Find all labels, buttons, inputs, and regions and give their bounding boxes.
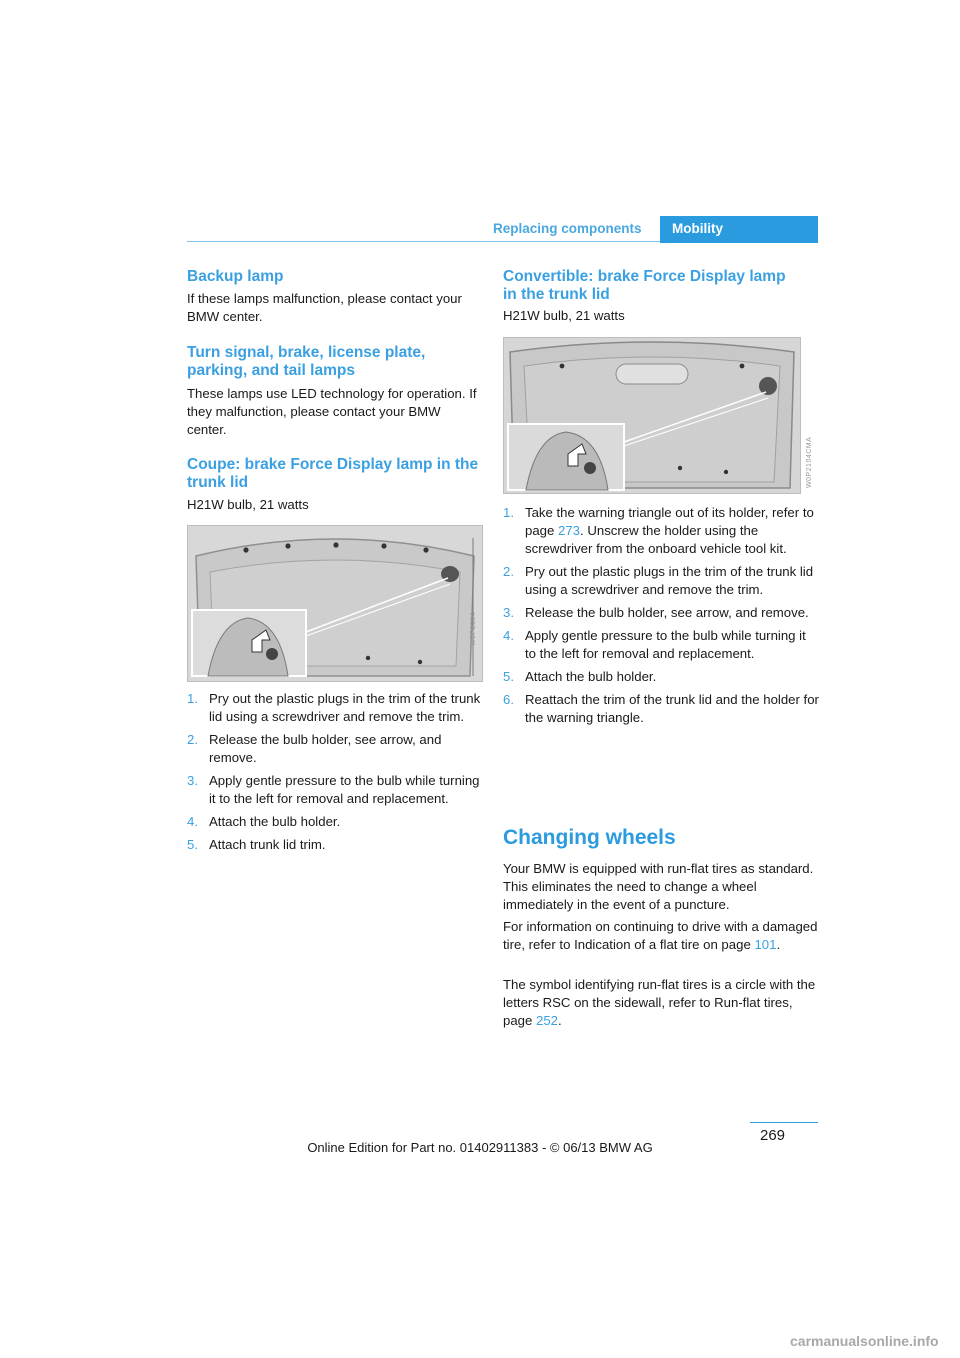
changing-wheels-heading: Changing wheels [503, 826, 676, 849]
list-item [503, 604, 819, 622]
coupe-heading-line1: Coupe: brake Force Display lamp in the [187, 456, 479, 473]
coupe-bulb-spec: H21W bulb, 21 watts [187, 497, 309, 512]
turn-signal-heading [187, 344, 425, 380]
turn-signal-text: These lamps use LED technology for operation. If they malfunction, please contact your BMW center. [187, 386, 477, 437]
step-number: 3. [187, 773, 198, 788]
page-link[interactable]: 101 [754, 937, 777, 952]
step-text: Reattach the trim of the trunk lid and the holder for the warning triangle. [525, 692, 819, 725]
backup-lamp-heading: Backup lamp [187, 268, 284, 285]
step-text: Pry out the plastic plugs in the trim of the trunk lid using a screwdriver and remove the trim. [209, 691, 481, 724]
convertible-trunk-illustration [504, 338, 800, 493]
step-number: 4. [187, 814, 198, 829]
list-item [187, 836, 483, 854]
coupe-heading-line2: trunk lid [187, 474, 249, 491]
wheels-paragraph-3-end: . [558, 1013, 562, 1028]
figure-code: W0P2104 [470, 611, 477, 646]
step-number: 3. [503, 605, 514, 620]
step-number: 5. [503, 669, 514, 684]
list-item [503, 668, 819, 686]
wheels-paragraph-2-text: For information on continuing to drive with a damaged tire, refer to Indication of a flat tire on page [503, 919, 818, 952]
convertible-heading-line1: Convertible: brake Force Display lamp [503, 268, 786, 285]
convertible-bulb-spec: H21W bulb, 21 watts [503, 308, 625, 323]
step-text: Pry out the plastic plugs in the trim of the trunk lid using a screwdriver and remove the trim. [525, 564, 814, 597]
watermark: carmanualsonline.info [790, 1333, 939, 1349]
step-text: Attach trunk lid trim. [209, 837, 326, 852]
turn-signal-heading-line1: Turn signal, brake, license plate, [187, 344, 426, 361]
step-text: Apply gentle pressure to the bulb while turning it to the left for removal and replacement. [209, 773, 480, 806]
step-number: 2. [187, 732, 198, 747]
running-header-section: Replacing components [493, 221, 642, 236]
list-item [503, 627, 819, 663]
step-text: Attach the bulb holder. [209, 814, 341, 829]
convertible-heading [503, 268, 786, 304]
coupe-trunk-illustration [188, 526, 482, 681]
coupe-trunk-lid-figure [187, 525, 483, 682]
footer-rule [750, 1122, 818, 1123]
list-item [503, 563, 819, 599]
step-text: Apply gentle pressure to the bulb while turning it to the left for removal and replacement. [525, 628, 806, 661]
step-text: Attach the bulb holder. [525, 669, 657, 684]
wheels-paragraph-1: Your BMW is equipped with run-flat tires as standard. This eliminates the need to change a wheel immediately in the event of a puncture. [503, 861, 814, 912]
wheels-paragraph-3-text: The symbol identifying run-flat tires is a circle with the letters RSC on the sidewall, refer to Run-flat tires, page [503, 977, 816, 1028]
convertible-heading-line2: in the trunk lid [503, 286, 610, 303]
wheels-paragraph-2-end: . [776, 937, 781, 952]
list-item [187, 813, 483, 831]
list-item [187, 772, 483, 808]
step-text: Take the warning triangle out of its holder, refer to page [525, 505, 814, 538]
convertible-steps-list [503, 504, 819, 732]
step-text: Release the bulb holder, see arrow, and remove. [525, 605, 809, 620]
header-rule [187, 241, 660, 242]
figure-code: W0P2104CMA [806, 436, 813, 488]
step-number: 5. [187, 837, 198, 852]
wheels-paragraph-3 [503, 976, 819, 1030]
step-number: 4. [503, 628, 514, 643]
list-item [187, 731, 483, 767]
step-number: 2. [503, 564, 514, 579]
step-number: 1. [187, 691, 198, 706]
convertible-trunk-lid-figure [503, 337, 813, 494]
list-item [503, 691, 819, 727]
step-number: 1. [503, 505, 514, 520]
running-header-tab: Mobility [660, 216, 818, 243]
step-text: Release the bulb holder, see arrow, and remove. [209, 732, 442, 765]
list-item [187, 690, 483, 726]
page-link[interactable]: 252 [536, 1013, 559, 1028]
step-text: . Unscrew the holder using the screwdriver from the onboard vehicle tool kit. [525, 523, 787, 556]
backup-lamp-text: If these lamps malfunction, please contact your BMW center. [187, 291, 462, 324]
coupe-steps-list [187, 690, 483, 859]
list-item [503, 504, 819, 558]
step-number: 6. [503, 692, 514, 707]
wheels-paragraph-2 [503, 918, 819, 954]
edition-footer: Online Edition for Part no. 01402911383 - © 06/13 BMW AG [307, 1140, 653, 1155]
page-number: 269 [760, 1127, 786, 1144]
turn-signal-heading-line2: parking, and tail lamps [187, 362, 355, 379]
page-link[interactable]: 273 [558, 523, 581, 538]
coupe-heading [187, 456, 478, 492]
